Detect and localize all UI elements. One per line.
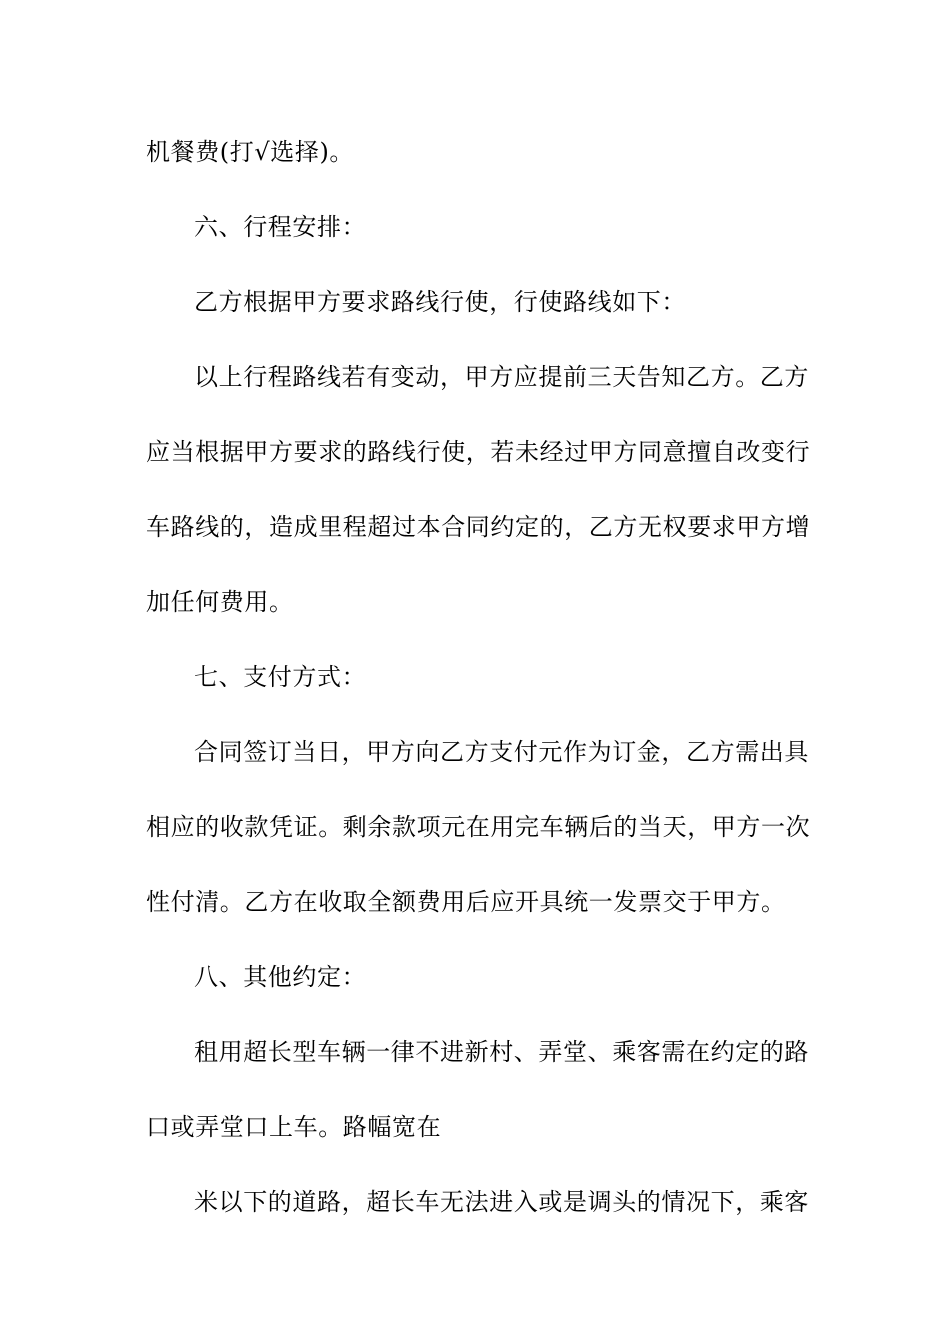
- section-heading-itinerary: 六、行程安排：: [194, 213, 367, 241]
- paragraph-line: 性付清。乙方在收取全额费用后应开具统一发票交于甲方。: [146, 888, 786, 916]
- paragraph-line: 车路线的，造成里程超过本合同约定的，乙方无权要求甲方增: [146, 513, 811, 541]
- paragraph-line: 租用超长型车辆一律不进新村、弄堂、乘客需在约定的路: [194, 1038, 809, 1066]
- paragraph-line: 米以下的道路，超长车无法进入或是调头的情况下，乘客: [194, 1188, 809, 1216]
- paragraph-line: 乙方根据甲方要求路线行使，行使路线如下：: [194, 288, 686, 316]
- paragraph-line: 相应的收款凭证。剩余款项元在用完车辆后的当天，甲方一次: [146, 813, 811, 841]
- paragraph-line: 合同签订当日，甲方向乙方支付元作为订金，乙方需出具: [194, 738, 809, 766]
- section-heading-payment: 七、支付方式：: [194, 663, 367, 691]
- section-heading-other-terms: 八、其他约定：: [194, 963, 367, 991]
- text-line-continuation: 机餐费(打√选择)。: [146, 138, 355, 166]
- paragraph-line: 以上行程路线若有变动，甲方应提前三天告知乙方。乙方: [194, 363, 809, 391]
- paragraph-line: 应当根据甲方要求的路线行使，若未经过甲方同意擅自改变行: [146, 438, 811, 466]
- paragraph-line: 加任何费用。: [146, 588, 294, 616]
- paragraph-line: 口或弄堂口上车。路幅宽在: [146, 1113, 442, 1141]
